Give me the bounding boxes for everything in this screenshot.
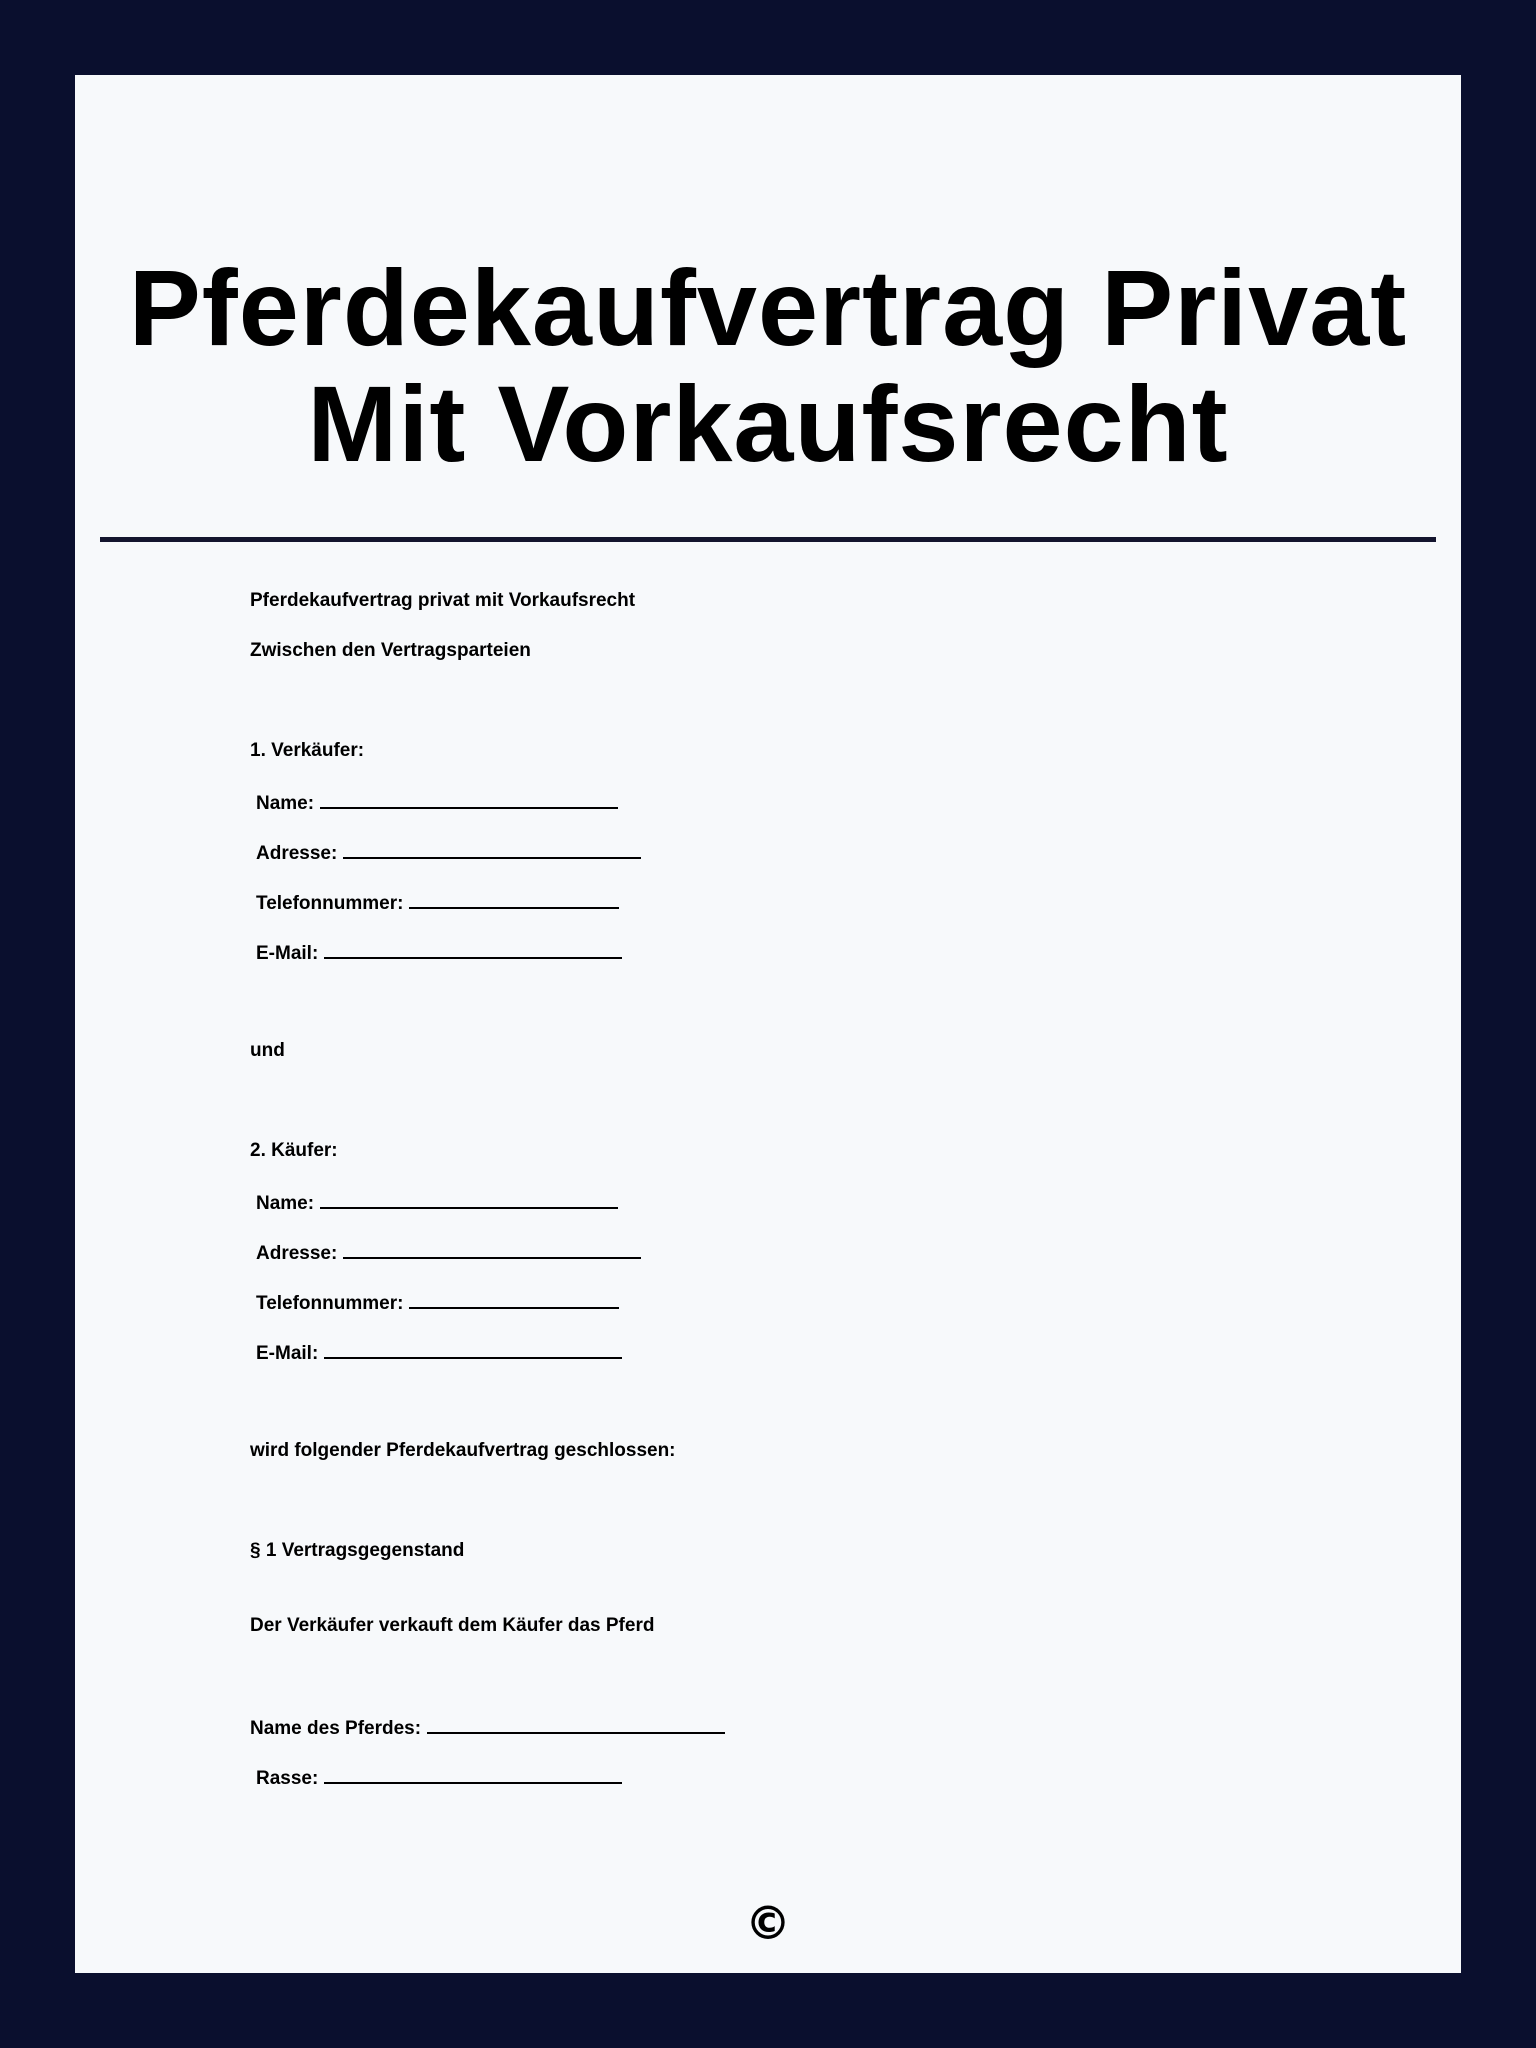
buyer-phone-field[interactable]	[409, 1289, 619, 1309]
buyer-address-field[interactable]	[343, 1239, 641, 1259]
section1-text: Der Verkäufer verkauft dem Käufer das Pferd	[250, 1615, 655, 1636]
buyer-phone-label: Telefonnummer:	[256, 1293, 404, 1314]
copyright-icon: ©	[745, 1896, 791, 1950]
title-divider	[100, 537, 1436, 542]
buyer-address-row	[250, 1239, 641, 1266]
seller-email-field[interactable]	[324, 939, 622, 959]
seller-email-label: E-Mail:	[256, 943, 319, 964]
buyer-address-label: Adresse:	[256, 1243, 338, 1264]
breed-row	[250, 1764, 622, 1791]
buyer-email-row	[250, 1339, 622, 1366]
document-title: Pferdekaufvertrag Privat Mit Vorkaufsrecht	[128, 247, 1408, 484]
seller-phone-label: Telefonnummer:	[256, 893, 404, 914]
seller-label: 1. Verkäufer:	[250, 740, 365, 761]
buyer-name-row	[250, 1189, 618, 1216]
document-page	[75, 75, 1461, 1973]
seller-phone-row	[250, 889, 619, 916]
buyer-name-field[interactable]	[320, 1189, 618, 1209]
parties-intro: Zwischen den Vertragsparteien	[250, 640, 531, 661]
seller-name-label: Name:	[256, 793, 315, 814]
seller-email-row	[250, 939, 622, 966]
document-heading: Pferdekaufvertrag privat mit Vorkaufsrecht	[250, 590, 636, 611]
seller-address-label: Adresse:	[256, 843, 338, 864]
buyer-email-field[interactable]	[324, 1339, 622, 1359]
buyer-label: 2. Käufer:	[250, 1140, 338, 1161]
horse-name-row	[250, 1714, 725, 1741]
buyer-phone-row	[250, 1289, 619, 1316]
breed-label: Rasse:	[256, 1768, 319, 1789]
breed-field[interactable]	[324, 1764, 622, 1784]
seller-name-field[interactable]	[320, 789, 618, 809]
horse-name-field[interactable]	[427, 1714, 725, 1734]
section1-heading: § 1 Vertragsgegenstand	[250, 1540, 465, 1561]
seller-address-field[interactable]	[343, 839, 641, 859]
contract-intro: wird folgender Pferdekaufvertrag geschlossen:	[250, 1440, 676, 1461]
seller-phone-field[interactable]	[409, 889, 619, 909]
buyer-email-label: E-Mail:	[256, 1343, 319, 1364]
horse-name-label: Name des Pferdes:	[250, 1718, 422, 1739]
and-text: und	[250, 1040, 285, 1061]
seller-address-row	[250, 839, 641, 866]
seller-name-row	[250, 789, 618, 816]
buyer-name-label: Name:	[256, 1193, 315, 1214]
